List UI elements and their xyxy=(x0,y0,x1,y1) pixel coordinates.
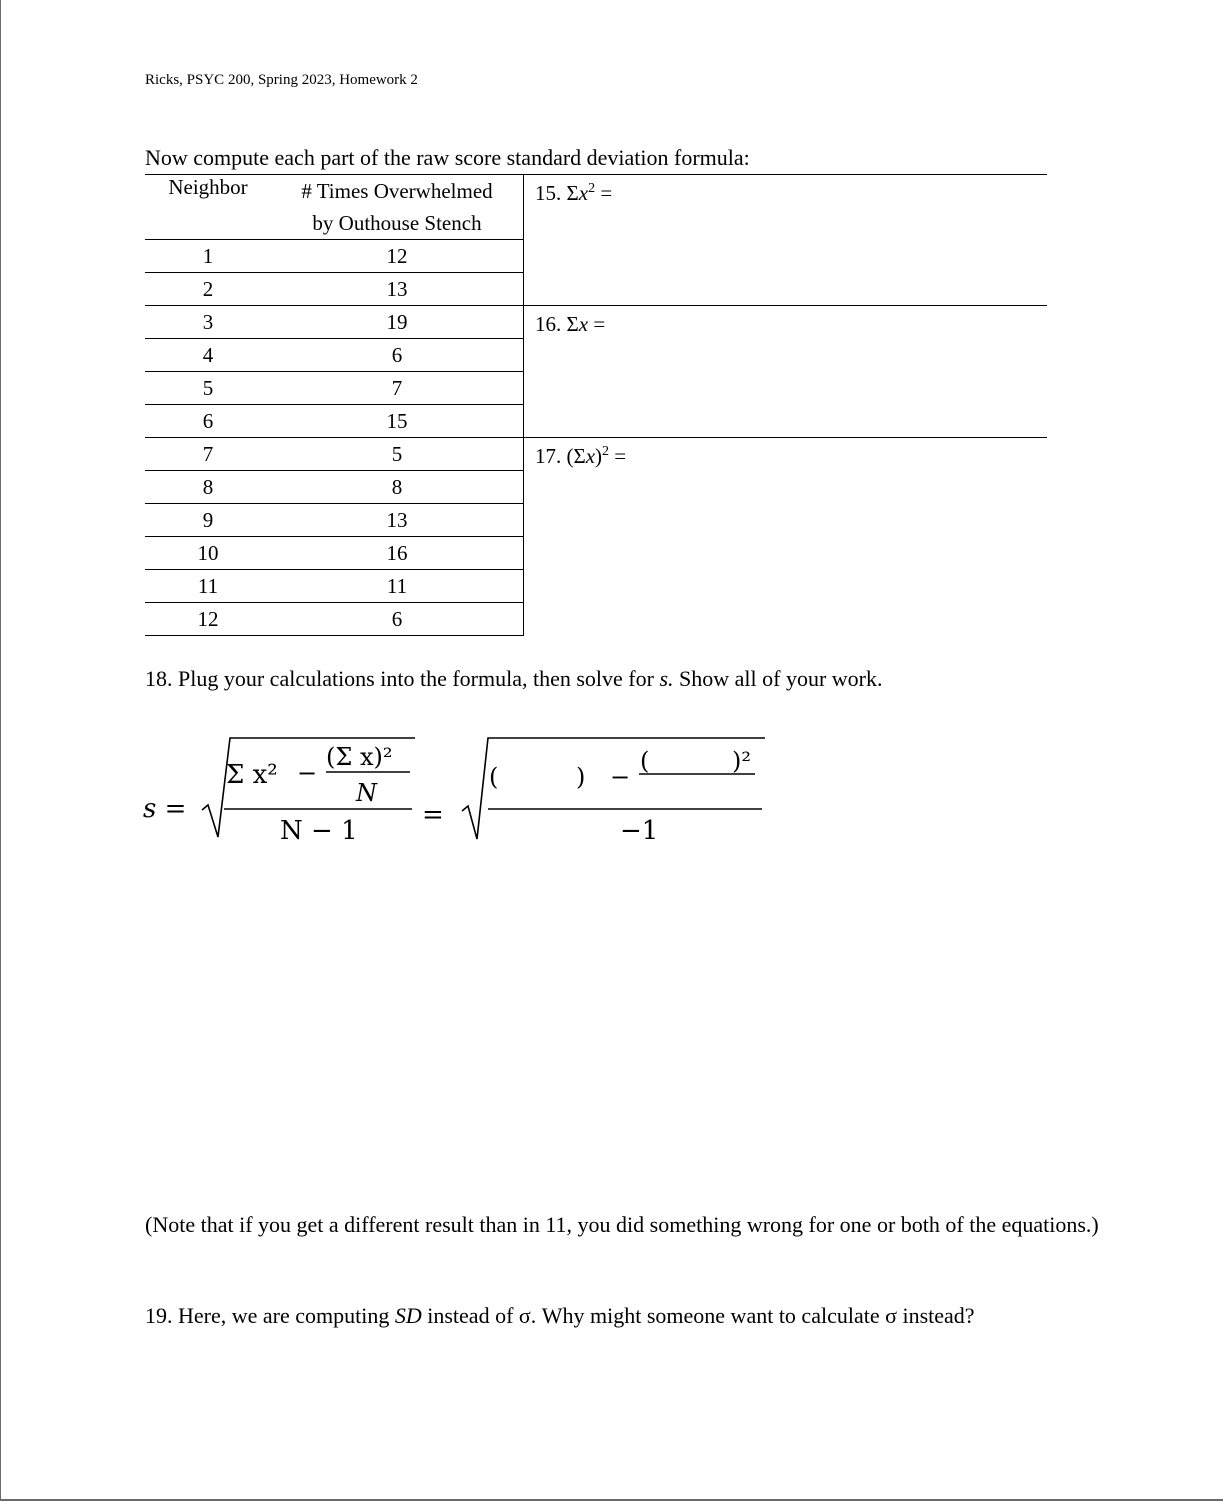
times-cell: 19 xyxy=(271,306,524,339)
times-header-line1: # Times Overwhelmed xyxy=(301,179,493,203)
formula-close-paren-sq: )² xyxy=(732,747,751,775)
times-cell: 13 xyxy=(271,504,524,537)
times-cell: 6 xyxy=(271,339,524,372)
formula-n: N xyxy=(356,779,377,807)
neighbor-cell: 3 xyxy=(145,306,271,339)
formula-close-paren-1: ) xyxy=(576,763,586,791)
intro-text: Now compute each part of the raw score standard deviation formula: xyxy=(145,145,750,170)
q16-answer-cell[interactable] xyxy=(524,306,1048,438)
times-cell: 15 xyxy=(271,405,524,438)
table-row xyxy=(145,306,1047,339)
question-18: 18. Plug your calculations into the formula, then solve for s. Show all of your work. xyxy=(145,666,883,691)
neighbor-cell: 8 xyxy=(145,471,271,504)
neighbor-cell: 12 xyxy=(145,603,271,636)
formula-minus-2: − xyxy=(610,763,631,791)
q17-label: 17. $(\Sigma x)^2$ = xyxy=(535,444,627,468)
times-cell: 5 xyxy=(271,438,524,471)
formula-n-minus-1: N − 1 xyxy=(280,816,358,846)
formula-s-equals: s = xyxy=(143,794,187,824)
table-header-row xyxy=(145,175,1047,240)
sd-formula xyxy=(140,725,780,855)
neighbor-cell: 1 xyxy=(145,240,271,273)
q17-answer-cell[interactable] xyxy=(524,438,1048,636)
formula-equals: = xyxy=(422,800,444,830)
times-cell: 13 xyxy=(271,273,524,306)
neighbor-cell: 10 xyxy=(145,537,271,570)
neighbor-cell: 5 xyxy=(145,372,271,405)
times-cell: 11 xyxy=(271,570,524,603)
times-header-line2: by Outhouse Stench xyxy=(312,211,482,235)
times-cell: 12 xyxy=(271,240,524,273)
q15-label: 15. $\Sigma x^2$ = xyxy=(535,181,613,205)
data-table xyxy=(145,174,1047,636)
neighbor-cell: 7 xyxy=(145,438,271,471)
times-header xyxy=(271,175,524,240)
page-header: Ricks, PSYC 200, Spring 2023, Homework 2 xyxy=(145,72,418,88)
times-cell: 8 xyxy=(271,471,524,504)
neighbor-header: Neighbor xyxy=(145,175,271,240)
times-cell: 16 xyxy=(271,537,524,570)
neighbor-cell: 6 xyxy=(145,405,271,438)
times-cell: 7 xyxy=(271,372,524,405)
formula-open-paren-1: ( xyxy=(489,763,499,791)
q15-answer-cell[interactable] xyxy=(524,175,1048,306)
neighbor-cell: 11 xyxy=(145,570,271,603)
formula-minus-one: −1 xyxy=(620,816,659,846)
neighbor-cell: 9 xyxy=(145,504,271,537)
table-row xyxy=(145,438,1047,471)
question-19: 19. Here, we are computing SD instead of σ. Why might someone want to calculate σ instead? xyxy=(145,1303,975,1328)
formula-open-paren-2: ( xyxy=(640,747,650,775)
note-text: (Note that if you get a different result than in 11, you did something wrong for one or both of the equations.) xyxy=(145,1212,1099,1237)
times-cell: 6 xyxy=(271,603,524,636)
formula-minus-1: − xyxy=(297,759,318,787)
formula-sum-x2: Σ x² xyxy=(226,760,278,790)
q16-label: 16. Σx = xyxy=(535,312,606,336)
neighbor-cell: 4 xyxy=(145,339,271,372)
formula-sum-x-sq: (Σ x)² xyxy=(326,743,393,771)
neighbor-cell: 2 xyxy=(145,273,271,306)
